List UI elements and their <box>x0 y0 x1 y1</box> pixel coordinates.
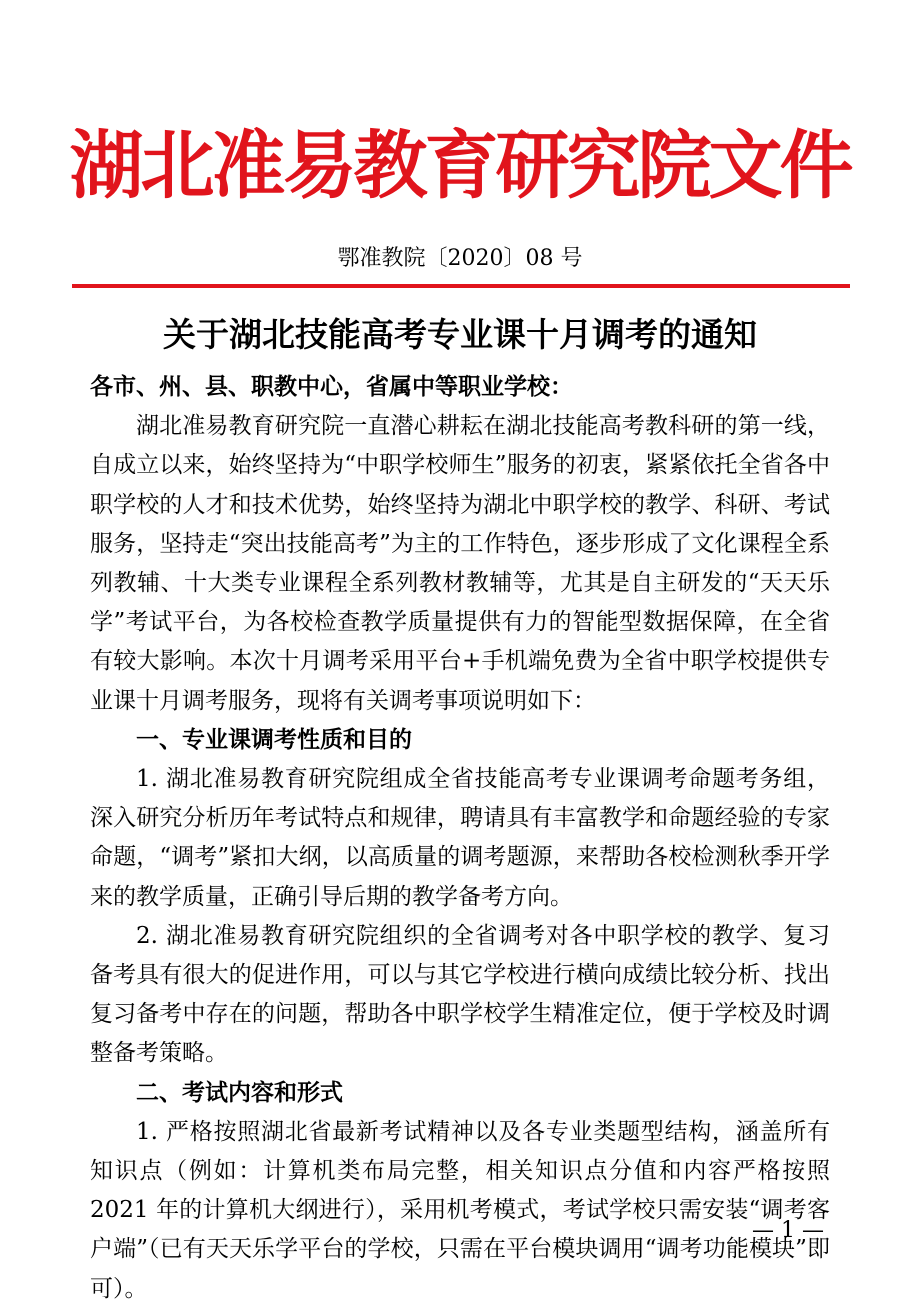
section-paragraph: 1. 湖北准易教育研究院组成全省技能高考专业课调考命题考务组，深入研究分析历年考试特点和规律，聘请具有丰富教学和命题经验的专家命题，“调考”紧扣大纲，以高质量的调考题源，来帮助各校检测秋季开学来的教学质量，正确引导后期的教学备考方向。 <box>90 766 830 910</box>
salutation: 各市、州、县、职教中心，省属中等职业学校： <box>90 374 573 400</box>
section-paragraph: 2. 湖北准易教育研究院组织的全省调考对各中职学校的教学、复习备考具有很大的促进作用，可以与其它学校进行横向成绩比较分析、找出复习备考中存在的问题，帮助各中职学校学生精准定位，便于学校及时调整备考策略。 <box>90 922 830 1067</box>
section-heading-content-format: 二、考试内容和形式 <box>136 1079 343 1106</box>
header-red-divider <box>72 284 850 288</box>
document-header-title: 湖北准易教育研究院文件 <box>69 123 851 209</box>
section-heading-purpose: 一、专业课调考性质和目的 <box>136 726 412 753</box>
intro-paragraph: 湖北准易教育研究院一直潜心耕耘在湖北技能高考教科研的第一线，自成立以来，始终坚持为“中职学校师生”服务的初衷，紧紧依托全省各中职学校的人才和技术优势，始终坚持为湖北中职学校的教学、科研、考试服务，坚持走“突出技能高考”为主的工作特色，逐步形成了文化课程全系列教辅、十大类专业课程全系列教材教辅等，尤其是自主研发的“天天乐学”考试平台，为各校检查教学质量提供有力的智能型数据保障，在全省有较大影响。本次十月调考采用平台+手机端免费为全省中职学校提供专业课十月调考服务，现将有关调考事项说明如下： <box>90 413 830 714</box>
document-number: 鄂准教院〔2020〕08 号 <box>337 246 583 271</box>
page-number: — 1 — <box>752 1218 824 1243</box>
section-paragraph: 1. 严格按照湖北省最新考试精神以及各专业类题型结构，涵盖所有知识点（例如：计算机类布局完整，相关知识点分值和内容严格按照 2021 年的计算机大纲进行），采用机考模式，考试学校只需安装“调考客户端”（已有天天乐学平台的学校，只需在平台模块调用“调考功能模块”即可）。 <box>90 1118 830 1302</box>
notice-title: 关于湖北技能高考专业课十月调考的通知 <box>163 315 757 354</box>
notice-body <box>90 368 830 1309</box>
